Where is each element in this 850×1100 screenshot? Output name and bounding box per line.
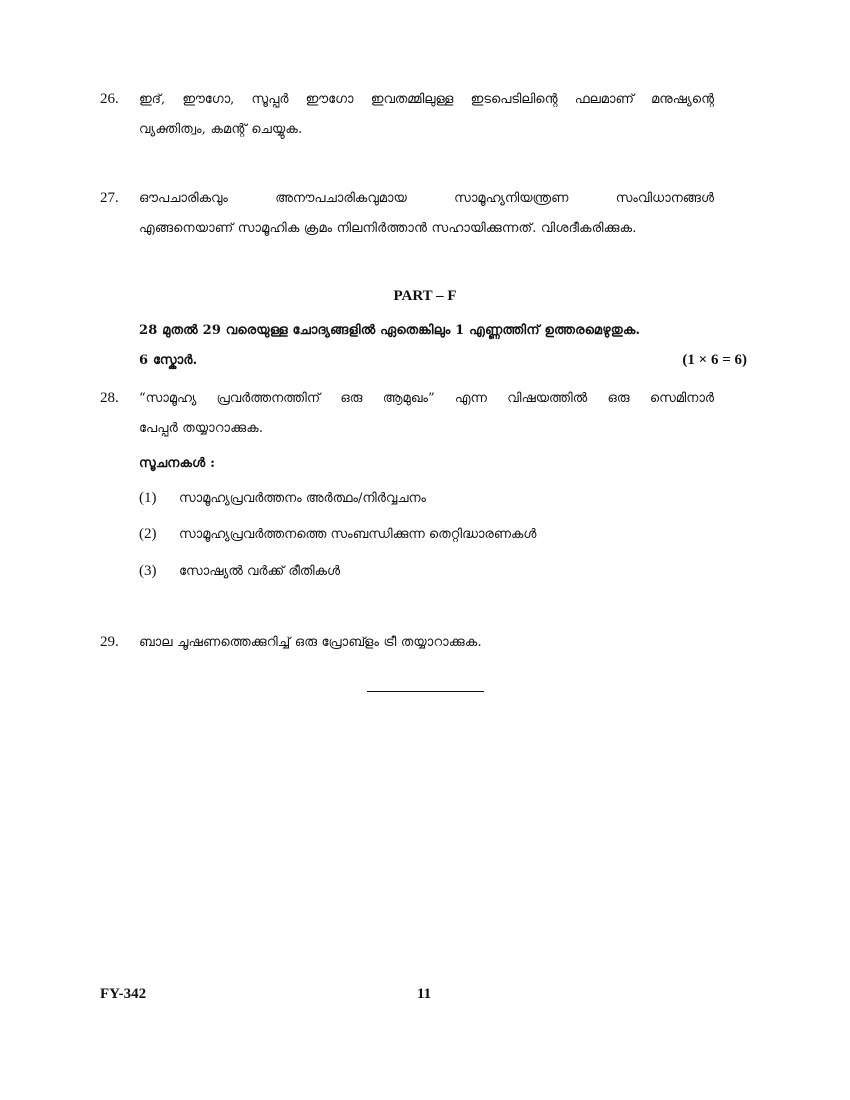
question-text-line: ഔപചാരികവും അനൗപചാരികവുമായ സാമൂഹ്യനിയന്ത്രണ സംവിധാനങ്ങൾ: [139, 191, 714, 206]
part-instruction: 28 മുതൽ 29 വരെയുള്ള ചോദ്യങ്ങളിൽ ഏതെങ്കിലും 1 എണ്ണത്തിന് ഉത്തരമെഴുതുക.: [139, 323, 641, 338]
hint-text: സോഷ്യൽ വർക്ക് രീതികൾ: [179, 564, 341, 579]
question-number: 28.: [100, 390, 119, 406]
question-text-line: ഇദ്, ഈഗോ, സൂപ്പർ ഈഗോ ഇവതമ്മിലുള്ള ഇടപെടിലിന്റെ ഫലമാണ് മനുഷ്യന്റെ: [139, 92, 714, 107]
question-number: 26.: [100, 91, 119, 107]
question-number: 27.: [100, 190, 119, 206]
question-text-line: ബാല ചൂഷണത്തെക്കുറിച്ച് ഒരു പ്രോബ്ളം ട്രീ തയ്യാറാക്കുക.: [139, 635, 482, 650]
hint-number: (2): [139, 526, 157, 542]
paper-code: FY-342: [100, 986, 147, 1002]
question-text-line: വ്യക്തിത്വം, കമന്റ് ചെയ്യുക.: [139, 122, 303, 137]
page-number: 11: [417, 986, 432, 1002]
hint-text: സാമൂഹ്യപ്രവർത്തനം അർത്ഥം/നിർവ്വചനം: [179, 491, 426, 506]
question-text-line: എങ്ങനെയാണ് സാമൂഹിക ക്രമം നിലനിർത്താൻ സഹായിക്കുന്നത്. വിശദീകരിക്കുക.: [139, 221, 637, 236]
hint-number: (1): [139, 490, 157, 506]
question-text-line: “സാമൂഹ്യ പ്രവർത്തനത്തിന് ഒരു ആമുഖം” എന്ന വിഷയത്തിൽ ഒരു സെമിനാർ: [139, 391, 714, 406]
score-label: 6 സ്കോർ.: [139, 353, 198, 368]
end-rule-divider: [367, 691, 484, 692]
question-number: 29.: [100, 634, 119, 650]
part-title: PART – F: [393, 288, 457, 304]
hint-text: സാമൂഹ്യപ്രവർത്തനത്തെ സംബന്ധിക്കുന്ന തെറ്റിദ്ധാരണകൾ: [179, 527, 537, 542]
marks-allocation: (1 × 6 = 6): [682, 352, 747, 368]
question-text-line: പേപ്പർ തയ്യാറാക്കുക.: [139, 421, 264, 436]
hint-number: (3): [139, 563, 157, 579]
hints-label: സൂചനകൾ :: [139, 456, 216, 471]
